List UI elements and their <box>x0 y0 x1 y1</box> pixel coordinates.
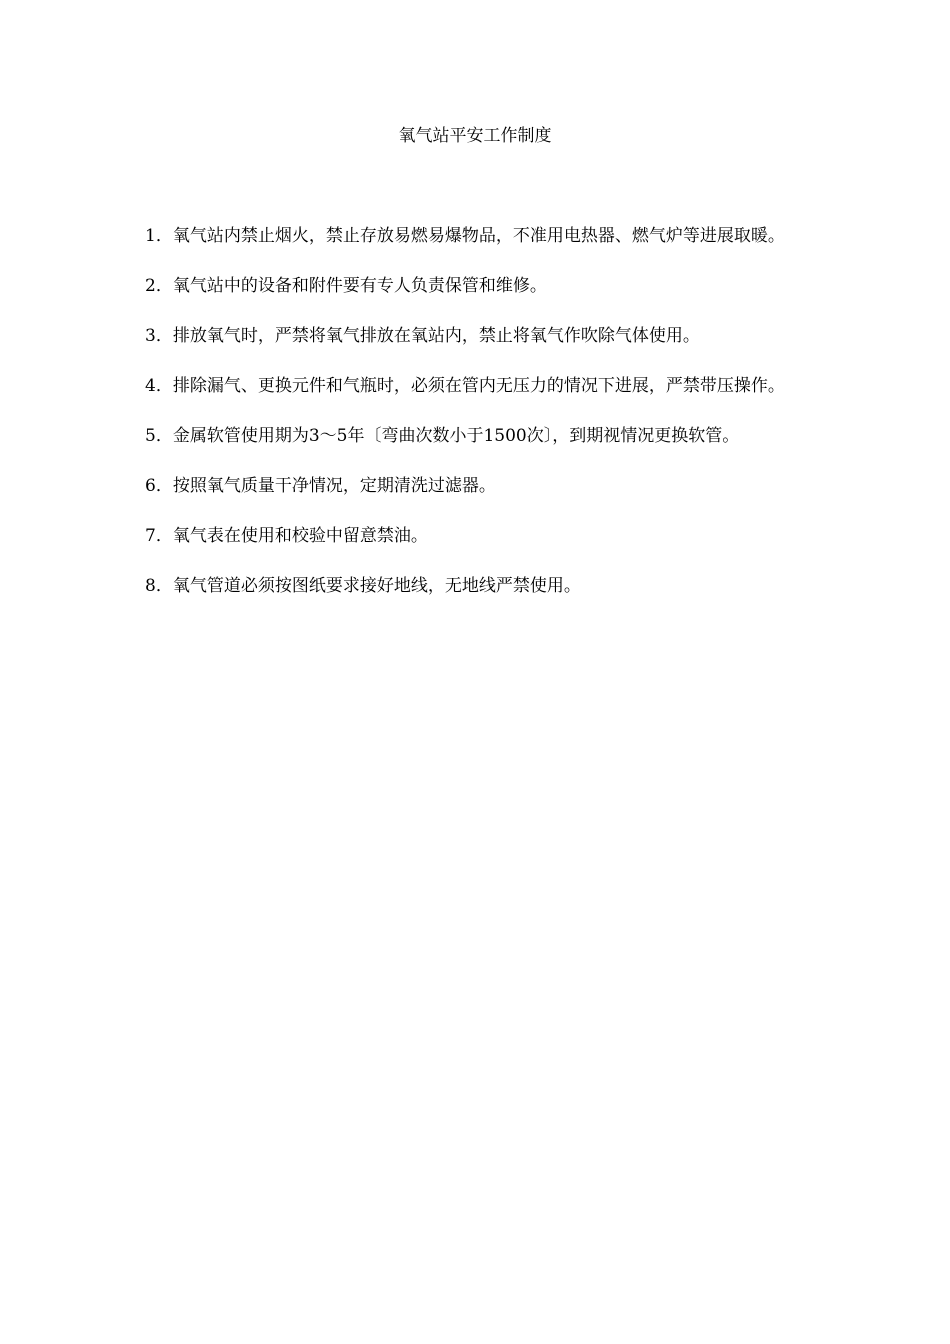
rule-item-3: 3．排放氧气时，严禁将氧气排放在氧站内，禁止将氧气作吹除气体使用。 <box>145 326 700 346</box>
rule-item-1: 1．氧气站内禁止烟火，禁止存放易燃易爆物品，不准用电热器、燃气炉等进展取暖。 <box>145 226 785 246</box>
rule-item-2: 2．氧气站中的设备和附件要有专人负责保管和维修。 <box>145 276 547 296</box>
rule-item-7: 7．氧气表在使用和校验中留意禁油。 <box>145 526 428 546</box>
rules-list <box>145 224 810 624</box>
rule-item-4: 4．排除漏气、更换元件和气瓶时，必须在管内无压力的情况下进展，严禁带压操作。 <box>145 376 785 396</box>
rule-item-6: 6．按照氧气质量干净情况，定期清洗过滤器。 <box>145 476 496 496</box>
rule-item-5: 5．金属软管使用期为3～5年〔弯曲次数小于1500次〕，到期视情况更换软管。 <box>145 426 740 446</box>
document-title: 氧气站平安工作制度 <box>398 126 552 146</box>
rule-item-8: 8．氧气管道必须按图纸要求接好地线，无地线严禁使用。 <box>145 576 581 596</box>
